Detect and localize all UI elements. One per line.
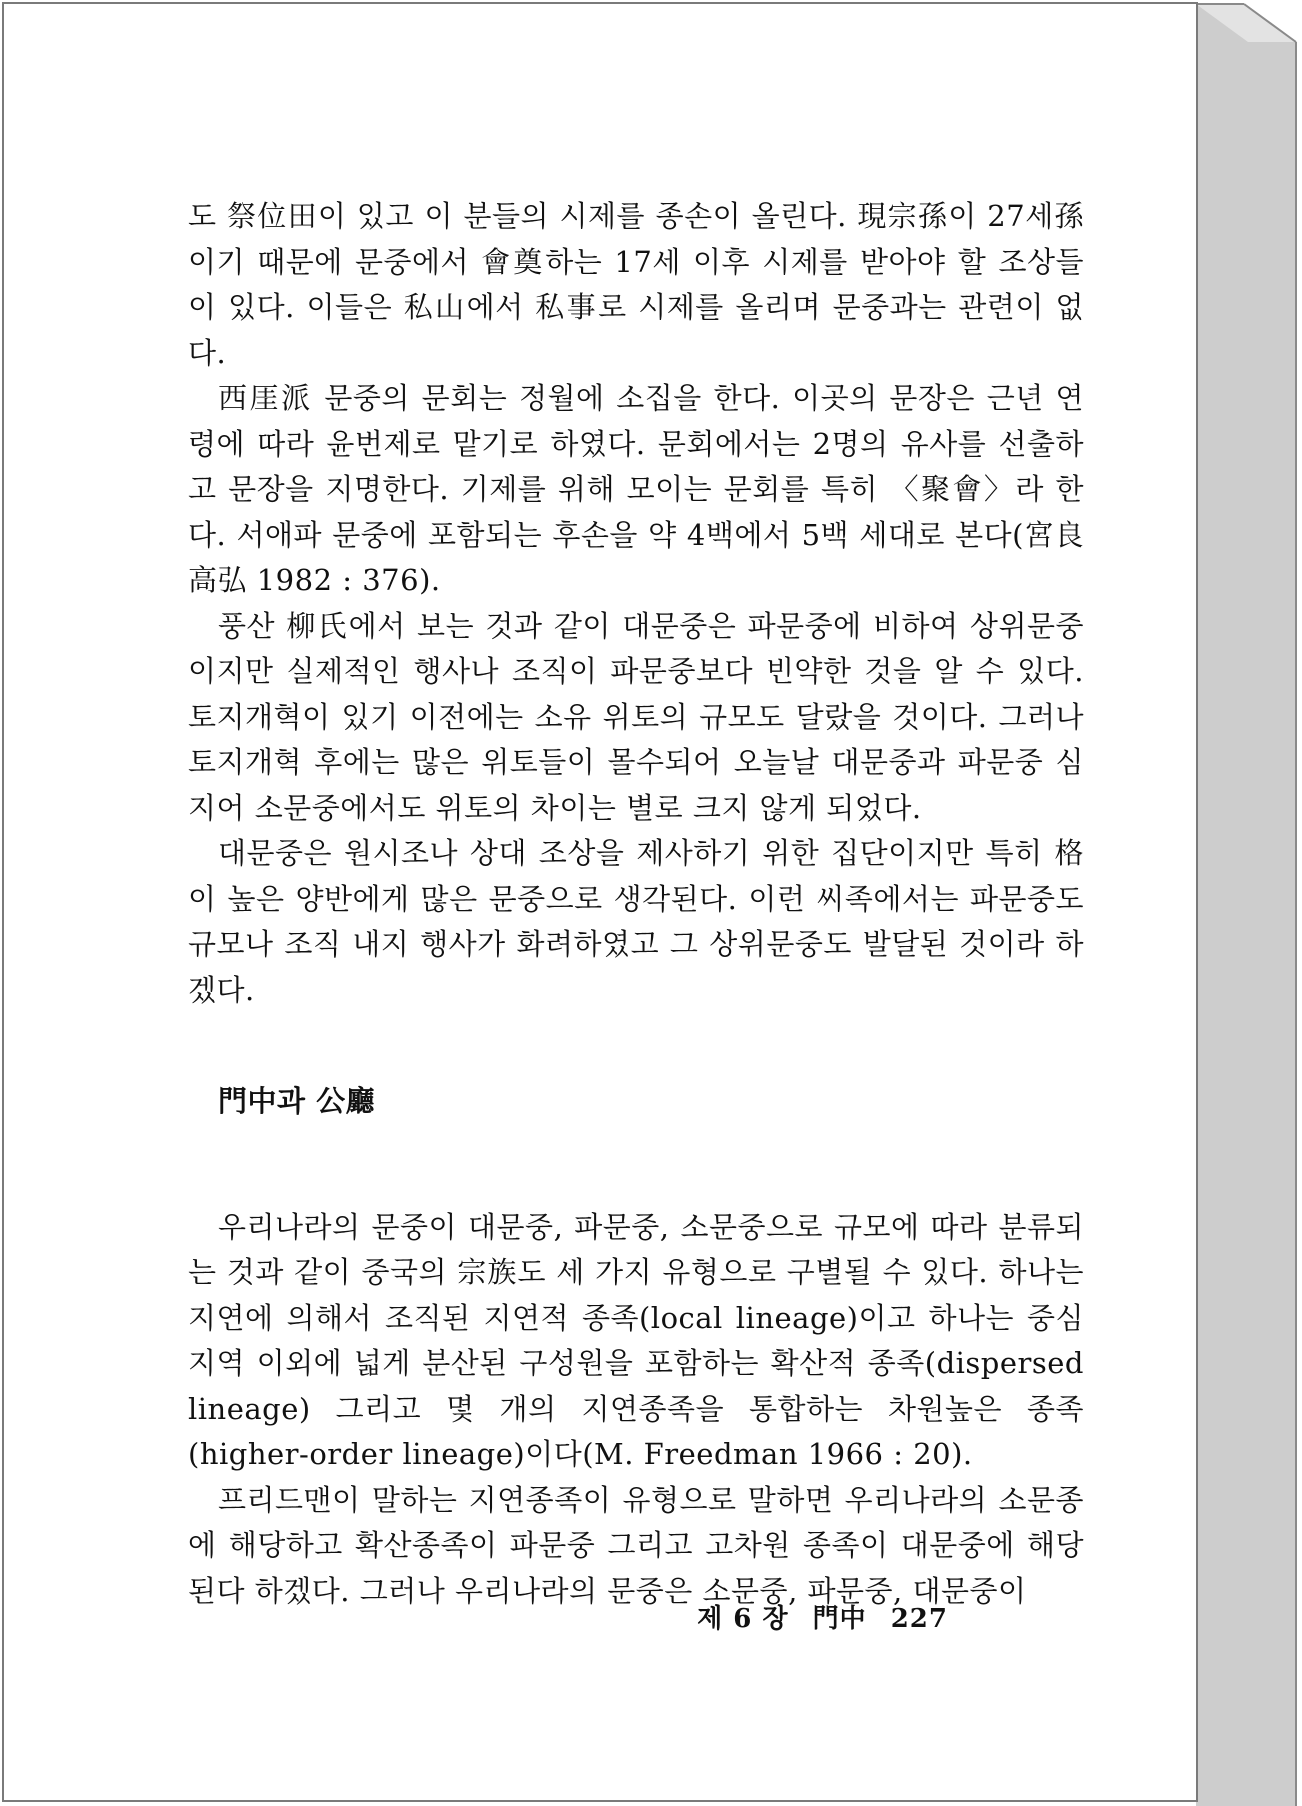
body-section-2 [188,1205,1084,1615]
footer-chapter-title: 門中 [812,1604,867,1634]
page-number: 227 [890,1604,948,1634]
paragraph: 西厓派 문중의 문회는 정월에 소집을 한다. 이곳의 문장은 근년 연령에 따라 윤번제로 맡기로 하였다. 문회에서는 2명의 유사를 선출하고 문장을 지명한다. 기제를 위해 모이는 문회를 특히 〈聚會〉라 한다. 서애파 문중에 포함되는 후손을 약 4백에서 5백 세대로 본다(宮良高弘 1982 : 376). [188,381,1084,597]
book-spine-edge [1196,0,1302,1806]
paragraph: 도 祭位田이 있고 이 분들의 시제를 종손이 올린다. 現宗孫이 27세孫이기 때문에 문중에서 會奠하는 17세 이후 시제를 받아야 할 조상들이 있다. 이들은 私山에서 私事로 시제를 올리며 문중과는 관련이 없다. [188,199,1084,370]
footer-chapter: 제 6 장 [697,1604,789,1634]
page-sheet [2,2,1198,1802]
section-heading: 門中과 公廳 [218,1084,376,1118]
paragraph: 우리나라의 문중이 대문중, 파문중, 소문중으로 규모에 따라 분류되는 것과 같이 중국의 宗族도 세 가지 유형으로 구별될 수 있다. 하나는 지연에 의해서 조직된 지연적 종족(local lineage)이고 하나는 중심지역 이외에 넓게 분산된 구성원을 포함하는 확산적 종족(dispersed lineage) 그리고 몇 개의 지연종족을 통합하는 차원높은 종족(higher-order lineage)이다(M. Freedman 1966 : 20). [188,1209,1084,1471]
body-text [188,194,1084,1614]
paragraph: 프리드맨이 말하는 지연종족이 유형으로 말하면 우리나라의 소문종에 해당하고 확산종족이 파문중 그리고 고차원 종족이 대문중에 해당된다 하겠다. 그러나 우리나라의 문중은 소문중, 파문중, 대문중이 [188,1482,1084,1608]
paragraph: 풍산 柳氏에서 보는 것과 같이 대문중은 파문중에 비하여 상위문중이지만 실제적인 행사나 조직이 파문중보다 빈약한 것을 알 수 있다. 토지개혁이 있기 이전에는 소유 위토의 규모도 달랐을 것이다. 그러나 토지개혁 후에는 많은 위토들이 몰수되어 오늘날 대문중과 파문중 심지어 소문중에서도 위토의 차이는 별로 크지 않게 되었다. [188,608,1084,825]
body-section-1 [188,194,1084,1013]
page-footer [683,1598,948,1635]
paragraph: 대문중은 원시조나 상대 조상을 제사하기 위한 집단이지만 특히 格이 높은 양반에게 많은 문중으로 생각된다. 이런 씨족에서는 파문중도 규모나 조직 내지 행사가 화려하였고 그 상위문중도 발달된 것이라 하겠다. [188,836,1084,1007]
